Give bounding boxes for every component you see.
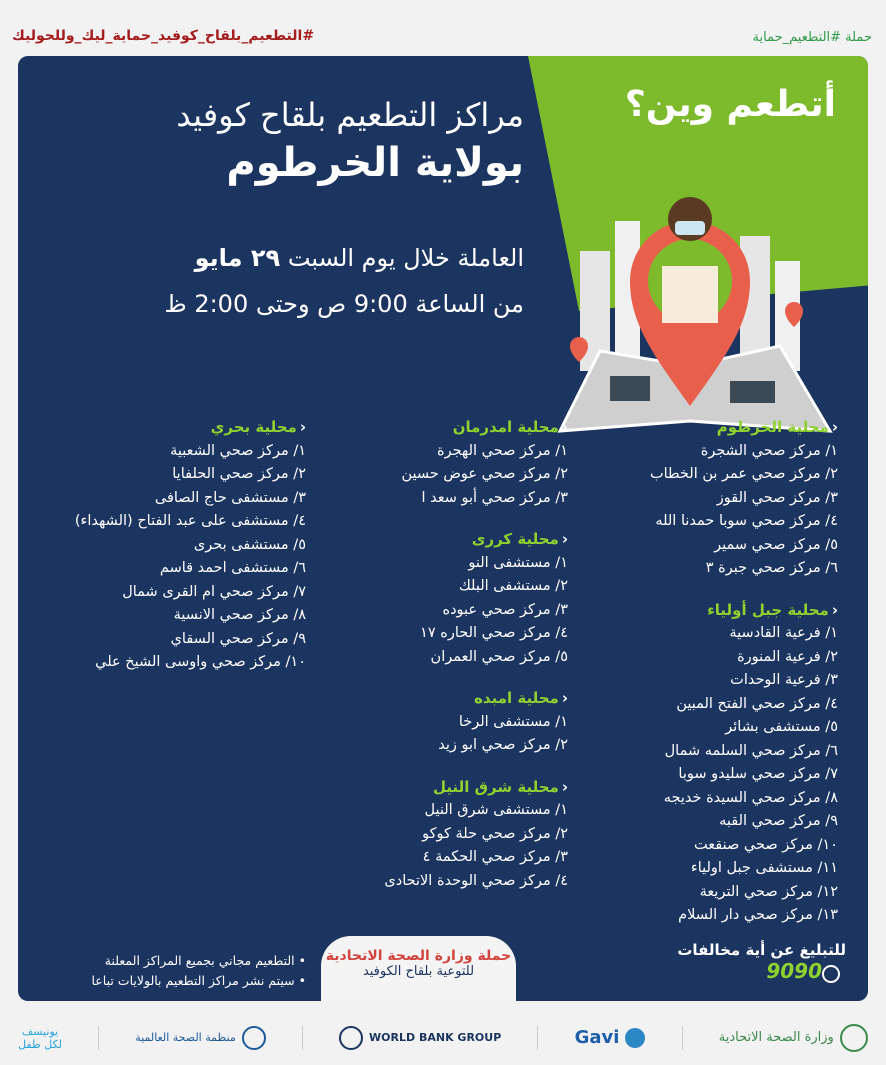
campaign-badge: حملة وزارة الصحة الاتحادية للتوعية بلقاح الكوفيد <box>321 936 516 1001</box>
list-item: ٤/ مركز صحي سوبا حمدنا الله <box>655 513 838 529</box>
schedule-hours: من الساعة 9:00 ص وحتى 2:00 ظ <box>164 290 524 318</box>
list-item: ٧/ مركز صحي سليدو سوبا <box>678 766 838 782</box>
list-item: ٥/ مركز صحي العمران <box>430 648 568 665</box>
divider <box>98 1026 99 1050</box>
note-item: • سيتم نشر مراكز التطعيم بالولايات تباعا <box>46 971 306 991</box>
list-item: ١١/ مستشفى جبل اولياء <box>690 860 838 876</box>
list-item: ٧/ مركز صحي ام القرى شمال <box>122 583 306 600</box>
ministry-logo: وزارة الصحة الاتحادية <box>719 1024 868 1052</box>
list-item: ٢/ مركز صحي ابو زيد <box>438 737 568 753</box>
column-right <box>578 416 838 946</box>
hashtag-main: #التطعيم_بلقاح_كوفيد_حماية_ليك_وللحوليك <box>12 28 315 44</box>
list-item: ٥/ مستشفى بشائر <box>725 719 838 735</box>
locality-khartoum: ‹محلية الخرطوم ١/ مركز صحي الشجرة ٢/ مركز صحي عمر بن الخطاب ٣/ مركز صحي القوز ٤/ مركز صحي سوبا حمدنا الله ٥/ مركز صحي سمير ٦/ مركز صحي جبرة ٣ <box>578 416 838 581</box>
list-item: ٢/ مركز صحي عمر بن الخطاب <box>649 466 838 482</box>
chevron-icon: ‹ <box>299 418 306 436</box>
chevron-icon: ‹ <box>831 600 838 619</box>
list-item: ١/ مستشفى شرق النيل <box>424 802 568 818</box>
ministry-emblem-icon <box>840 1024 868 1052</box>
column-middle <box>308 416 568 911</box>
chevron-icon: ‹ <box>831 418 838 436</box>
chevron-icon: ‹ <box>561 689 568 707</box>
poster <box>18 56 868 1001</box>
title-line1: مراكز التطعيم بلقاح كوفيد <box>176 96 524 134</box>
locality-east-nile: ‹محلية شرق النيل ١/ مستشفى شرق النيل ٢/ مركز صحي حلة كوكو ٣/ مركز صحي الحكمة ٤ ٤/ مركز صحي الوحدة الاتحادى <box>308 776 568 894</box>
map-pin-illustration-icon <box>540 151 840 441</box>
divider <box>682 1026 683 1050</box>
globe-icon <box>242 1026 266 1050</box>
list-item: ٩/ مركز صحي السقاي <box>170 630 306 647</box>
column-left <box>46 416 306 693</box>
gavi-globe-icon <box>625 1028 645 1048</box>
list-item: ١/ مركز صحي الهجرة <box>436 442 568 459</box>
gavi-logo: Gavi <box>575 1027 646 1048</box>
list-item: ١/ مستشفى النو <box>468 554 568 571</box>
list-item: ٢/ مستشفى البلك <box>458 578 568 594</box>
list-item: ١٣/ مركز صحي دار السلام <box>678 907 838 923</box>
partner-logos <box>0 1010 886 1065</box>
list-item: ٣/ مركز صحي القوز <box>716 489 838 506</box>
list-item: ٣/ فرعية الوحدات <box>730 672 838 688</box>
globe-icon <box>339 1026 363 1050</box>
list-item: ١/ مركز صحي الشجرة <box>700 442 838 459</box>
list-item: ٨/ مركز صحي السيدة خديجه <box>663 789 838 806</box>
list-item: ٦/ مستشفى احمد قاسم <box>159 560 306 576</box>
list-item: ١٢/ مركز صحي التريعة <box>699 883 838 900</box>
list-item: ٣/ مركز صحي عبوده <box>442 601 568 618</box>
chevron-icon: ‹ <box>561 530 568 548</box>
schedule-date: ٢٩ مايو <box>194 244 281 272</box>
phone-icon <box>822 965 840 983</box>
title-line2: بولاية الخرطوم <box>226 140 524 186</box>
list-item: ٥/ مستشفى بحرى <box>193 536 306 553</box>
who-logo: منظمة الصحة العالمية <box>135 1026 265 1050</box>
divider <box>302 1026 303 1050</box>
list-item: ٣/ مركز صحي أبو سعد ا <box>421 489 568 506</box>
headline: أتطعم وين؟ <box>624 84 836 125</box>
list-item: ١٠/ مركز صحي صنقعت <box>694 836 838 853</box>
locality-omdurman: ‹محلية امدرمان ١/ مركز صحي الهجرة ٢/ مركز صحي عوض حسين ٣/ مركز صحي أبو سعد ا <box>308 416 568 510</box>
list-item: ٩/ مركز صحي القبه <box>719 813 838 829</box>
list-item: ١/ فرعية القادسية <box>729 625 838 641</box>
list-item: ١٠/ مركز صحي واوسى الشيخ علي <box>95 654 306 670</box>
chevron-icon: ‹ <box>561 418 568 436</box>
list-item: ١/ مركز صحي الشعبية <box>170 442 306 459</box>
unicef-logo: يونيسف لكل طفل <box>18 1024 62 1051</box>
notes <box>46 951 306 991</box>
schedule-day: العاملة خلال يوم السبت ٢٩ مايو <box>194 244 524 272</box>
list-item: ١/ مستشفى الرخا <box>458 713 568 730</box>
list-item: ٢/ فرعية المنورة <box>737 648 838 665</box>
locality-ombada: ‹محلية امبده ١/ مستشفى الرخا ٢/ مركز صحي ابو زيد <box>308 687 568 758</box>
hotline-number: 9090 <box>766 959 822 983</box>
list-item: ٤/ مركز صحي الفتح المبين <box>676 695 838 712</box>
note-item: • التطعيم مجاني بجميع المراكز المعلنة <box>46 951 306 971</box>
list-item: ٤/ مستشفى على عبد الفتاح (الشهداء) <box>74 513 306 529</box>
divider <box>537 1026 538 1050</box>
list-item: ٦/ مركز صحي السلمه شمال <box>664 742 838 759</box>
list-item: ٢/ مركز صحي الحلفايا <box>172 466 306 482</box>
locality-bahri: ‹محلية بحري ١/ مركز صحي الشعبية ٢/ مركز صحي الحلفايا ٣/ مستشفى حاج الصافى ٤/ مستشفى على عبد الفتاح (الشهداء) ٥/ مستشفى بحرى ٦/ مستشفى احمد قاسم ٧/ مركز صحي ام القرى شمال ٨/ مركز صحي الانسية ٩/ مركز صحي السقاي ١٠/ مركز صحي واوسى الشيخ علي <box>46 416 306 675</box>
list-item: ٢/ مركز صحي عوض حسين <box>401 466 568 482</box>
list-item: ٤/ مركز صحي الوحدة الاتحادى <box>384 872 568 889</box>
chevron-icon: ‹ <box>561 777 568 796</box>
list-item: ٣/ مستشفى حاج الصافى <box>154 489 306 506</box>
list-item: ٦/ مركز صحي جبرة ٣ <box>705 560 838 576</box>
list-item: ٨/ مركز صحي الانسية <box>173 607 306 623</box>
list-item: ٢/ مركز صحي حلة كوكو <box>422 825 568 842</box>
hotline: للتبليغ عن أية مخالفات 9090 <box>677 941 846 983</box>
locality-karari: ‹محلية كررى ١/ مستشفى النو ٢/ مستشفى البلك ٣/ مركز صحي عبوده ٤/ مركز صحي الحاره ١٧ ٥/ مركز صحي العمران <box>308 528 568 669</box>
list-item: ٤/ مركز صحي الحاره ١٧ <box>420 625 568 641</box>
list-item: ٣/ مركز صحي الحكمة ٤ <box>422 849 568 865</box>
world-bank-logo: WORLD BANK GROUP <box>339 1026 501 1050</box>
top-hashtag-bar <box>0 0 886 52</box>
list-item: ٥/ مركز صحي سمير <box>714 536 838 553</box>
locality-jabal-awliya: ‹محلية جبل أولياء ١/ فرعية القادسية ٢/ فرعية المنورة ٣/ فرعية الوحدات ٤/ مركز صحي الفتح المبين ٥/ مستشفى بشائر ٦/ مركز صحي السلمه شمال ٧/ مركز صحي سليدو سوبا ٨/ مركز صحي السيدة خديجه ٩/ مركز صحي القبه ١٠/ مركز صحي صنقعت ١١/ مستشفى جبل اولياء ١٢/ مركز صحي التريعة ١٣/ مركز صحي دار السلام <box>578 599 838 928</box>
hashtag-campaign: حملة #التطعيم_حماية <box>752 30 872 45</box>
